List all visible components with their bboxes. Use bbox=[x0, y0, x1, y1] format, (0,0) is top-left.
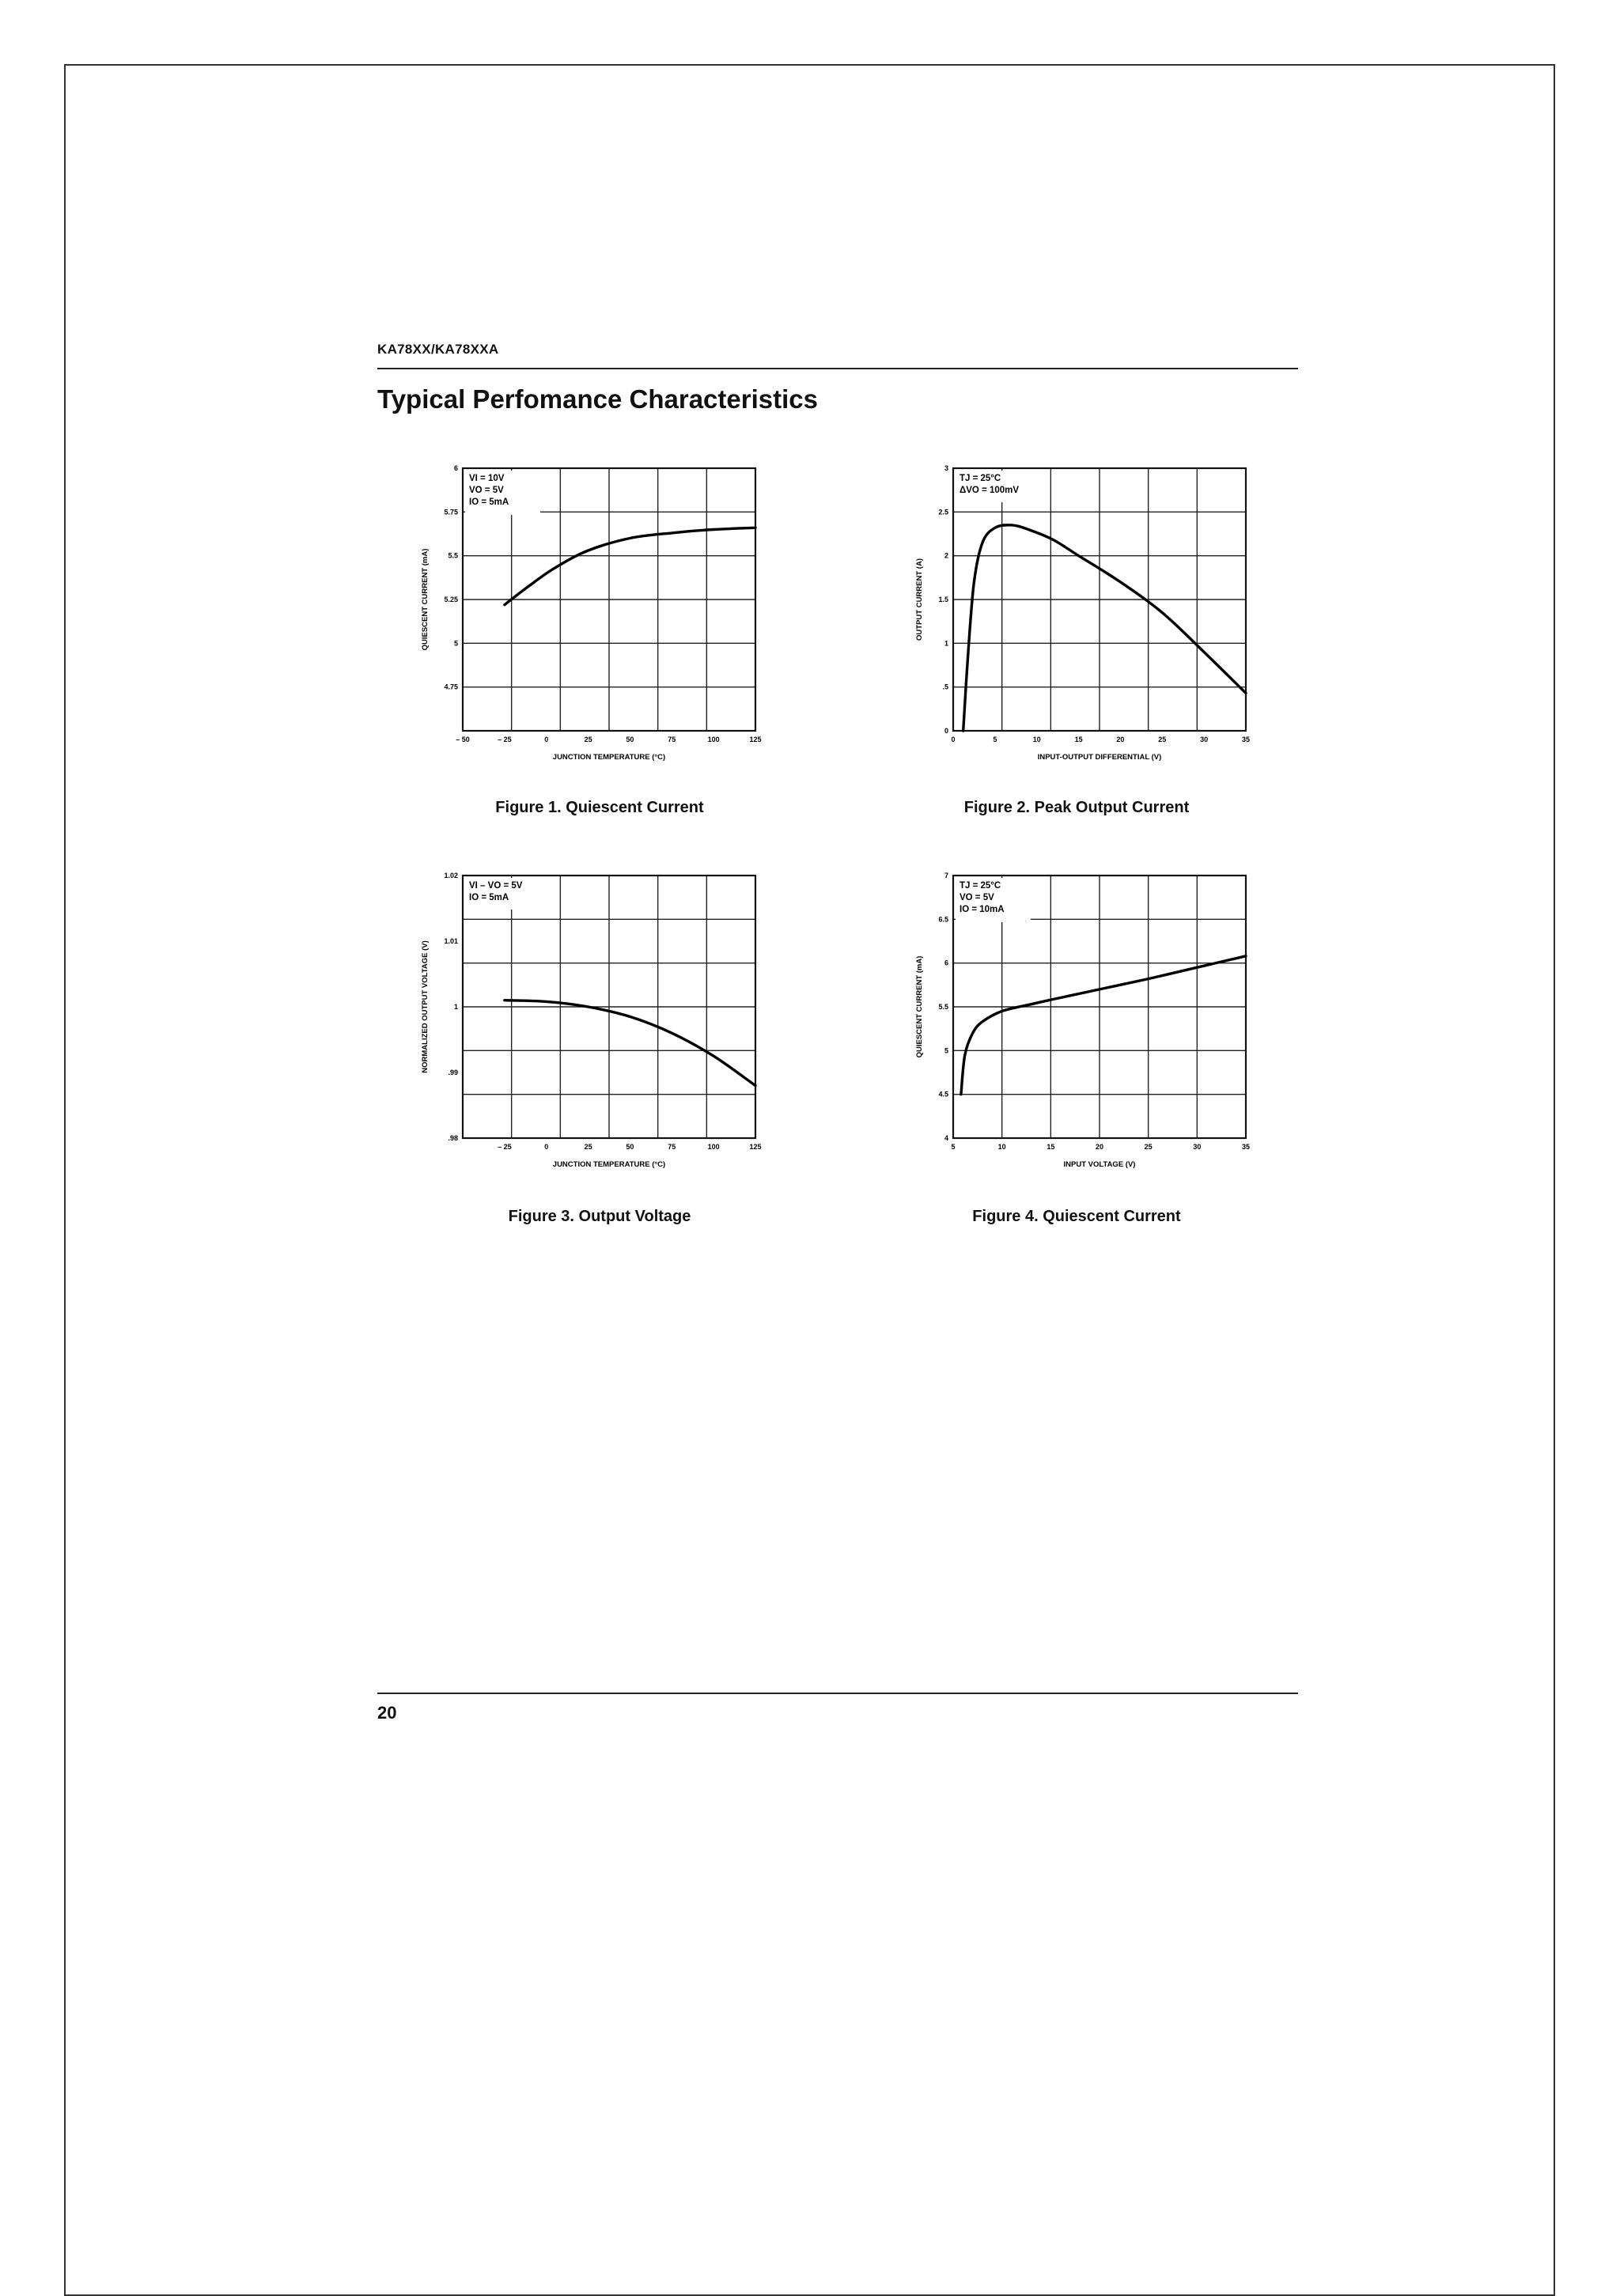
x-tick-label: 0 bbox=[544, 1143, 548, 1151]
y-axis-label: NORMALIZED OUTPUT VOLTAGE (V) bbox=[421, 940, 430, 1072]
y-tick-label: 5.5 bbox=[938, 1003, 948, 1011]
y-tick-label: 4.75 bbox=[444, 683, 458, 691]
x-tick-label: 35 bbox=[1242, 736, 1250, 743]
x-tick-label: – 25 bbox=[498, 1143, 512, 1151]
x-tick-label: 10 bbox=[998, 1143, 1006, 1151]
x-tick-label: 25 bbox=[1145, 1143, 1153, 1151]
figure-4-chart bbox=[906, 866, 1270, 1182]
x-tick-label: 100 bbox=[708, 1143, 720, 1151]
y-tick-label: 5.25 bbox=[444, 596, 458, 603]
y-axis-label: QUIESCENT CURRENT (mA) bbox=[421, 549, 430, 651]
condition-annotation: VI – VO = 5V bbox=[469, 881, 523, 891]
y-tick-label: .5 bbox=[942, 683, 948, 691]
x-tick-label: 125 bbox=[749, 1143, 761, 1151]
figure-2-caption: Figure 2. Peak Output Current bbox=[879, 799, 1274, 817]
grid bbox=[953, 468, 1246, 731]
y-axis-label: QUIESCENT CURRENT (mA) bbox=[915, 956, 924, 1058]
y-tick-label: 4 bbox=[944, 1134, 948, 1142]
header-rule bbox=[377, 368, 1298, 369]
footer-rule bbox=[377, 1693, 1298, 1694]
y-tick-label: 1 bbox=[944, 639, 948, 647]
condition-annotation: VO = 5V bbox=[469, 486, 504, 495]
condition-annotation: TJ = 25°C bbox=[960, 474, 1001, 483]
y-tick-label: 5 bbox=[944, 1046, 948, 1054]
x-tick-label: 0 bbox=[544, 736, 548, 743]
x-tick-label: 125 bbox=[749, 736, 761, 743]
x-tick-label: 100 bbox=[708, 736, 720, 743]
y-tick-label: 5.5 bbox=[448, 552, 458, 560]
figure-3-chart bbox=[411, 866, 775, 1182]
y-tick-label: 1.01 bbox=[444, 937, 458, 945]
condition-annotation: IO = 10mA bbox=[960, 905, 1005, 914]
y-tick-label: 1 bbox=[454, 1003, 458, 1011]
condition-annotation: TJ = 25°C bbox=[960, 881, 1001, 891]
x-tick-label: 25 bbox=[585, 1143, 592, 1151]
y-tick-label: 6 bbox=[944, 959, 948, 967]
document-header: KA78XX/KA78XXA bbox=[377, 342, 498, 357]
y-tick-label: 5 bbox=[454, 639, 458, 647]
x-tick-label: 25 bbox=[585, 736, 592, 743]
y-tick-label: 4.5 bbox=[938, 1091, 948, 1099]
y-axis-label: OUTPUT CURRENT (A) bbox=[915, 558, 924, 641]
y-tick-label: 5.75 bbox=[444, 508, 458, 516]
condition-annotation: ΔVO = 100mV bbox=[960, 486, 1019, 495]
x-tick-label: – 50 bbox=[456, 736, 470, 743]
condition-annotation: IO = 5mA bbox=[469, 497, 509, 507]
x-axis-label: INPUT-OUTPUT DIFFERENTIAL (V) bbox=[1038, 753, 1162, 762]
condition-annotation: IO = 5mA bbox=[469, 893, 509, 902]
data-curve bbox=[505, 528, 755, 604]
y-tick-label: 2 bbox=[944, 552, 948, 560]
x-tick-label: 30 bbox=[1200, 736, 1208, 743]
x-axis-label: JUNCTION TEMPERATURE (°C) bbox=[553, 753, 665, 762]
y-tick-label: 1.02 bbox=[444, 872, 458, 879]
y-tick-label: 0 bbox=[944, 727, 948, 735]
figure-1-caption: Figure 1. Quiescent Current bbox=[402, 799, 797, 817]
y-tick-label: 2.5 bbox=[938, 508, 948, 516]
x-tick-label: 15 bbox=[1075, 736, 1083, 743]
data-curve bbox=[961, 956, 1246, 1095]
y-tick-label: 7 bbox=[944, 872, 948, 879]
x-tick-label: 5 bbox=[993, 736, 997, 743]
y-tick-label: 3 bbox=[944, 464, 948, 472]
figure-3-caption: Figure 3. Output Voltage bbox=[402, 1208, 797, 1226]
y-tick-label: 1.5 bbox=[938, 596, 948, 603]
y-tick-label: .99 bbox=[448, 1069, 458, 1076]
x-tick-label: 50 bbox=[626, 736, 634, 743]
x-tick-label: 10 bbox=[1033, 736, 1041, 743]
section-title: Typical Perfomance Characteristics bbox=[377, 384, 818, 414]
x-tick-label: – 25 bbox=[498, 736, 512, 743]
condition-annotation: VI = 10V bbox=[469, 474, 505, 483]
x-tick-label: 20 bbox=[1116, 736, 1124, 743]
x-tick-label: 5 bbox=[951, 1143, 955, 1151]
figure-2-chart bbox=[906, 459, 1270, 775]
x-tick-label: 75 bbox=[668, 1143, 676, 1151]
y-tick-label: 6.5 bbox=[938, 915, 948, 923]
x-tick-label: 35 bbox=[1242, 1143, 1250, 1151]
x-tick-label: 0 bbox=[951, 736, 955, 743]
figure-1-chart bbox=[411, 459, 775, 775]
x-tick-label: 75 bbox=[668, 736, 676, 743]
figure-4-caption: Figure 4. Quiescent Current bbox=[879, 1208, 1274, 1226]
x-axis-label: JUNCTION TEMPERATURE (°C) bbox=[553, 1160, 665, 1169]
condition-annotation: VO = 5V bbox=[960, 893, 994, 902]
grid bbox=[463, 876, 755, 1138]
x-tick-label: 30 bbox=[1193, 1143, 1201, 1151]
data-curve bbox=[505, 1000, 755, 1086]
x-tick-label: 15 bbox=[1047, 1143, 1054, 1151]
y-tick-label: .98 bbox=[448, 1134, 458, 1142]
x-tick-label: 25 bbox=[1158, 736, 1166, 743]
page-number: 20 bbox=[377, 1703, 396, 1723]
x-tick-label: 50 bbox=[626, 1143, 634, 1151]
x-axis-label: INPUT VOLTAGE (V) bbox=[1064, 1160, 1136, 1169]
x-tick-label: 20 bbox=[1096, 1143, 1103, 1151]
y-tick-label: 6 bbox=[454, 464, 458, 472]
